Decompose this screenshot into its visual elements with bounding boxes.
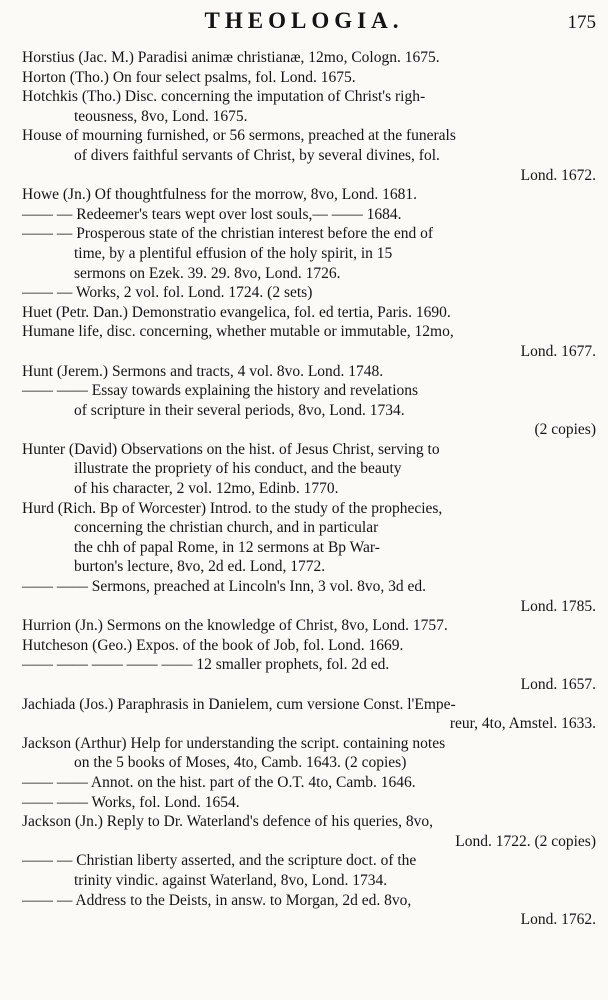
entry-line: teousness, 8vo, Lond. 1675. — [74, 107, 248, 125]
running-title: THEOLOGIA. — [204, 8, 404, 33]
entry-line: Hurrion (Jn.) Sermons on the knowledge of Christ, 8vo, Lond. 1757. — [22, 617, 448, 635]
catalogue-entry — [22, 812, 596, 930]
entry-line: Jachiada (Jos.) Paraphrasis in Danielem, cum versione Const. l'Empe- — [22, 695, 456, 713]
entry-line: on the 5 books of Moses, 4to, Camb. 1643. (2 copies) — [74, 754, 407, 772]
entry-line: (2 copies) — [534, 421, 596, 439]
entry-line: —— — Prosperous state of the christian interest before the end of — [22, 225, 434, 243]
entry-line: Horton (Tho.) On four select psalms, fol. Lond. 1675. — [22, 68, 356, 86]
entry-line: —— —— Sermons, preached at Lincoln's Inn, 3 vol. 8vo, 3d ed. — [22, 578, 426, 596]
entry-line: —— —— —— —— —— 12 smaller prophets, fol. 2d ed. — [22, 656, 390, 674]
catalogue-entry — [22, 362, 596, 440]
entry-line: time, by a plentiful effusion of the holy spirit, in 15 — [74, 244, 393, 262]
catalogue-entry — [22, 303, 596, 323]
entry-line: illustrate the propriety of his conduct, and the beauty — [74, 460, 402, 478]
entry-line: —— —— Annot. on the hist. part of the O.T. 4to, Camb. 1646. — [22, 773, 416, 791]
entry-line: —— — Works, 2 vol. fol. Lond. 1724. (2 sets) — [22, 284, 313, 302]
entry-line: Jackson (Arthur) Help for understanding the script. containing notes — [22, 734, 446, 752]
catalogue-entries — [22, 48, 596, 930]
entry-line: Huet (Petr. Dan.) Demonstratio evangelica, fol. ed tertia, Paris. 1690. — [22, 303, 451, 321]
entry-line: Horstius (Jac. M.) Paradisi animæ christianæ, 12mo, Cologn. 1675. — [22, 49, 440, 66]
entry-line: Hunter (David) Observations on the hist. of Jesus Christ, serving to — [22, 440, 440, 458]
entry-line: Humane life, disc. concerning, whether mutable or immutable, 12mo, — [22, 323, 454, 341]
entry-line: —— — Redeemer's tears wept over lost souls,— —— 1684. — [22, 205, 402, 223]
entry-line: Lond. 1785. — [520, 597, 596, 615]
entry-line: the chh of papal Rome, in 12 sermons at Bp War- — [74, 538, 380, 556]
entry-line: of divers faithful servants of Christ, by several divines, fol. — [74, 146, 440, 164]
entry-line: Lond. 1722. (2 copies) — [455, 832, 596, 850]
catalogue-entry — [22, 185, 596, 303]
entry-line: Hutcheson (Geo.) Expos. of the book of Job, fol. Lond. 1669. — [22, 636, 404, 654]
entry-line: Hurd (Rich. Bp of Worcester) Introd. to the study of the prophecies, — [22, 499, 443, 517]
catalogue-entry — [22, 440, 596, 499]
catalogue-entry — [22, 636, 596, 695]
page-number: 175 — [567, 12, 596, 33]
entry-line: Howe (Jn.) Of thoughtfulness for the morrow, 8vo, Lond. 1681. — [22, 186, 418, 204]
catalogue-entry — [22, 322, 596, 361]
catalogue-entry — [22, 126, 596, 185]
catalogue-entry — [22, 616, 596, 636]
entry-line: Hunt (Jerem.) Sermons and tracts, 4 vol. 8vo. Lond. 1748. — [22, 362, 384, 380]
entry-line: of his character, 2 vol. 12mo, Edinb. 1770. — [74, 480, 339, 498]
catalogue-entry — [22, 499, 596, 617]
entry-line: Lond. 1677. — [520, 342, 596, 360]
entry-line: —— —— Essay towards explaining the history and revelations — [22, 382, 419, 400]
catalogue-entry — [22, 87, 596, 126]
entry-line: concerning the christian church, and in particular — [74, 519, 379, 537]
entry-line: Lond. 1657. — [520, 676, 596, 693]
catalogue-entry — [22, 734, 596, 812]
catalogue-entry — [22, 68, 596, 88]
entry-line: —— —— Works, fol. Lond. 1654. — [22, 793, 240, 811]
entry-line: Jackson (Jn.) Reply to Dr. Waterland's defence of his queries, 8vo, — [22, 813, 434, 831]
entry-line: Lond. 1762. — [520, 911, 596, 929]
entry-line: sermons on Ezek. 39. 29. 8vo, Lond. 1726. — [74, 264, 341, 282]
entry-line: House of mourning furnished, or 56 sermons, preached at the funerals — [22, 127, 456, 145]
entry-line: trinity vindic. against Waterland, 8vo, Lond. 1734. — [74, 871, 388, 889]
entry-line: Lond. 1672. — [520, 166, 596, 184]
entry-line: of scripture in their several periods, 8vo, Lond. 1734. — [74, 401, 405, 419]
entry-line: —— — Christian liberty asserted, and the scripture doct. of the — [22, 852, 417, 870]
entry-line: Hotchkis (Tho.) Disc. concerning the imputation of Christ's righ- — [22, 88, 426, 106]
entry-line: —— — Address to the Deists, in answ. to Morgan, 2d ed. 8vo, — [22, 891, 412, 909]
entry-line: burton's lecture, 8vo, 2d ed. Lond, 1772. — [74, 558, 326, 576]
catalogue-entry — [22, 48, 596, 68]
catalogue-entry — [22, 695, 596, 734]
entry-line: reur, 4to, Amstel. 1633. — [449, 715, 596, 733]
page-header — [0, 4, 608, 44]
